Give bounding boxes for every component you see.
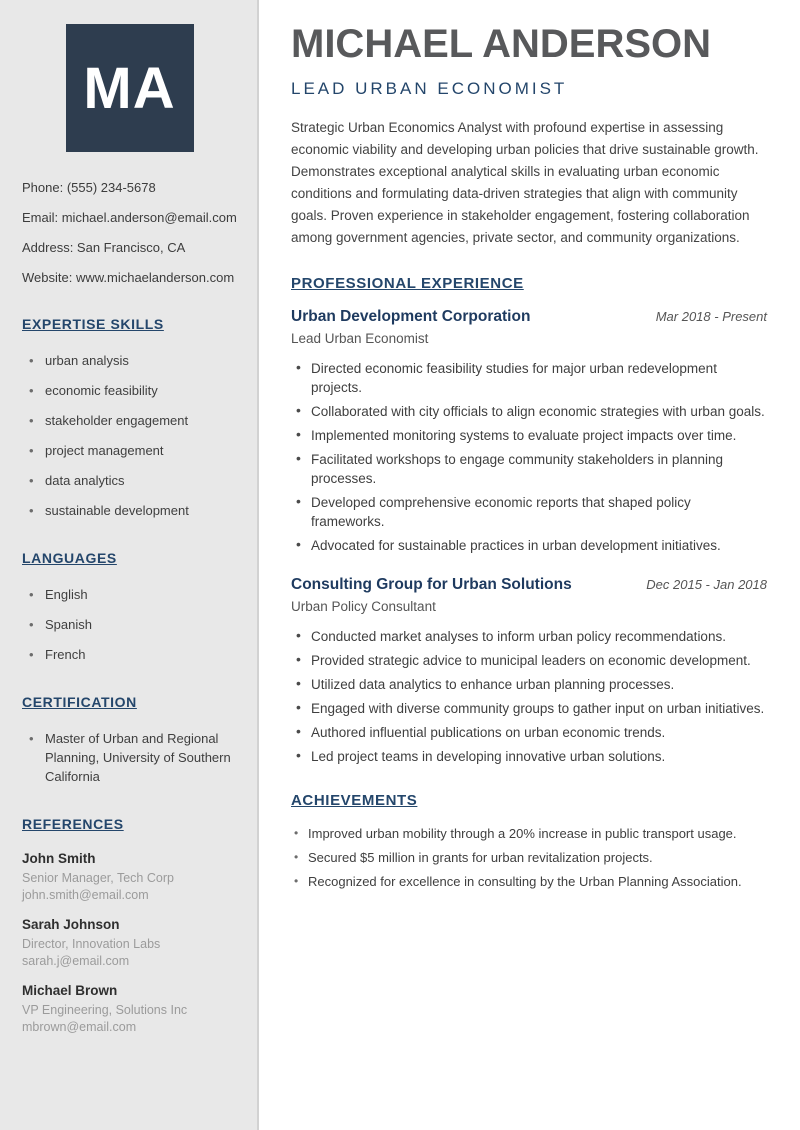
- reference-name: Michael Brown: [22, 983, 118, 998]
- page-title: MICHAEL ANDERSON: [291, 22, 712, 66]
- job-role: Urban Policy Consultant: [291, 599, 436, 614]
- reference-entry: [22, 917, 237, 970]
- achievement-item: • Recognized for excellence in consulting by the Urban Planning Association.: [291, 873, 767, 891]
- job-block: [291, 576, 767, 766]
- monogram-text: MA: [83, 55, 176, 121]
- languages-list: [22, 585, 237, 664]
- references-list: [22, 851, 237, 1036]
- reference-title: Director, Innovation Labs: [22, 937, 161, 951]
- contact-line: Email: michael.anderson@email.com: [22, 210, 237, 225]
- contact-line: Address: San Francisco, CA: [22, 240, 186, 255]
- reference-title: VP Engineering, Solutions Inc: [22, 1003, 188, 1017]
- bullet-item: • Engaged with diverse community groups to gather input on urban initiatives.: [291, 699, 767, 718]
- skill-item: • stakeholder engagement: [22, 411, 237, 430]
- bullet-item: • Advocated for sustainable practices in urban development initiatives.: [291, 536, 767, 555]
- contact-line: Phone: (555) 234-5678: [22, 180, 156, 195]
- skill-item: • urban analysis: [22, 351, 237, 370]
- bullet-item: • Led project teams in developing innovative urban solutions.: [291, 747, 767, 766]
- contact-line: Website: www.michaelanderson.com: [22, 270, 235, 285]
- skills-list: [22, 351, 237, 520]
- reference-title: Senior Manager, Tech Corp: [22, 871, 174, 885]
- bullet-item: • Collaborated with city officials to align economic strategies with urban goals.: [291, 402, 767, 421]
- bullet-item: • Utilized data analytics to enhance urban planning processes.: [291, 675, 767, 694]
- bullet-item: • Conducted market analyses to inform urban policy recommendations.: [291, 627, 767, 646]
- bullet-item: • Implemented monitoring systems to evaluate project impacts over time.: [291, 426, 767, 445]
- skill-item: • economic feasibility: [22, 381, 237, 400]
- bullet-item: • Provided strategic advice to municipal leaders on economic development.: [291, 651, 767, 670]
- reference-name: John Smith: [22, 851, 96, 866]
- skill-item: • data analytics: [22, 471, 237, 490]
- reference-name: Sarah Johnson: [22, 917, 120, 932]
- summary-text: Strategic Urban Economics Analyst with profound expertise in assessing economic viability and developing urban policies that drive sustainable growth. Demonstrates exceptional analytical skills in evaluating urban economic conditions and formulating data-driven strategies that align with community goals. Proven experience in stakeholder engagement, fostering collaboration among government agencies, private sector, and community organizations.: [291, 120, 759, 245]
- job-dates: Dec 2015 - Jan 2018: [646, 577, 767, 592]
- job-dates: Mar 2018 - Present: [655, 309, 767, 324]
- reference-entry: [22, 983, 237, 1036]
- achievements-heading: ACHIEVEMENTS: [291, 792, 418, 809]
- achievement-item: • Improved urban mobility through a 20% increase in public transport usage.: [291, 825, 767, 843]
- contact-block: [22, 179, 237, 286]
- language-item: • Spanish: [22, 615, 237, 634]
- job-header: [291, 576, 767, 594]
- certification-list: [22, 729, 237, 786]
- monogram-box: [66, 24, 194, 152]
- job-bullets: [291, 627, 767, 766]
- bullet-item: • Authored influential publications on urban economic trends.: [291, 723, 767, 742]
- reference-email: john.smith@email.com: [22, 888, 149, 902]
- sidebar-heading-skills: EXPERTISE SKILLS: [22, 316, 164, 332]
- achievement-item: • Secured $5 million in grants for urban revitalization projects.: [291, 849, 767, 867]
- skill-item: • sustainable development: [22, 501, 237, 520]
- job-header: [291, 308, 767, 326]
- certification-item: • Master of Urban and Regional Planning, University of Southern California: [22, 729, 237, 786]
- achievements-list: [291, 825, 767, 891]
- company-name: Consulting Group for Urban Solutions: [291, 576, 572, 593]
- experience-heading: PROFESSIONAL EXPERIENCE: [291, 275, 524, 292]
- bullet-item: • Developed comprehensive economic reports that shaped policy frameworks.: [291, 493, 767, 531]
- job-block: [291, 308, 767, 555]
- job-bullets: [291, 359, 767, 555]
- bullet-item: • Directed economic feasibility studies for major urban redevelopment projects.: [291, 359, 767, 397]
- reference-email: mbrown@email.com: [22, 1020, 137, 1034]
- skill-item: • project management: [22, 441, 237, 460]
- reference-email: sarah.j@email.com: [22, 954, 130, 968]
- sidebar-heading-references: REFERENCES: [22, 816, 124, 832]
- main-column: [259, 0, 800, 1130]
- language-item: • English: [22, 585, 237, 604]
- bullet-item: • Facilitated workshops to engage community stakeholders in planning processes.: [291, 450, 767, 488]
- reference-entry: [22, 851, 237, 904]
- company-name: Urban Development Corporation: [291, 308, 531, 325]
- sidebar-heading-certification: CERTIFICATION: [22, 694, 137, 710]
- language-item: • French: [22, 645, 237, 664]
- sidebar-heading-languages: LANGUAGES: [22, 550, 117, 566]
- job-title-subheading: LEAD URBAN ECONOMIST: [291, 79, 568, 98]
- sidebar: [0, 0, 259, 1130]
- job-role: Lead Urban Economist: [291, 331, 429, 346]
